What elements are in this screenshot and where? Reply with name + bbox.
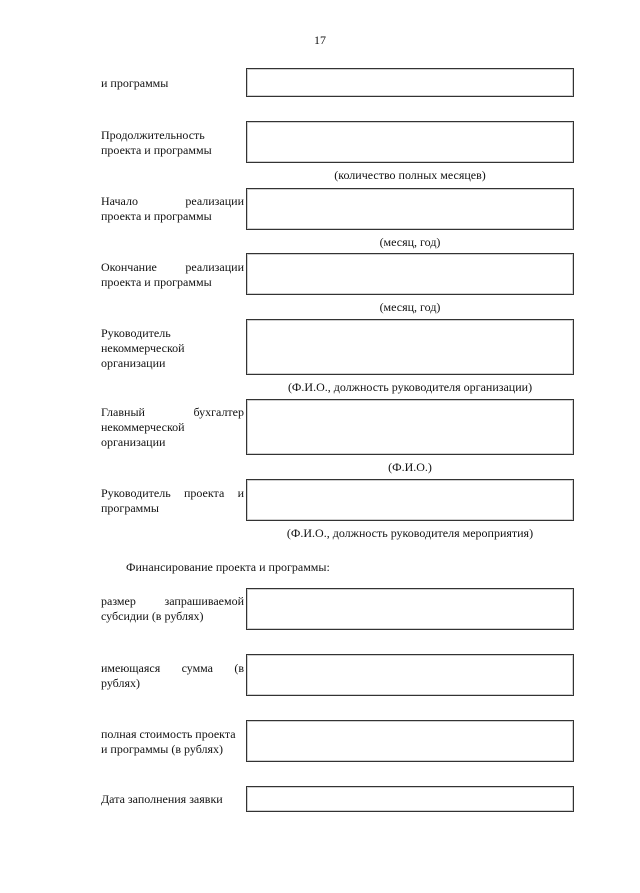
org-head-input-box[interactable] xyxy=(246,319,574,375)
field-label-end xyxy=(101,260,244,290)
start-date-input-box[interactable] xyxy=(246,188,574,230)
field-label-org-head xyxy=(101,326,244,371)
field-label-line: программы xyxy=(101,501,159,515)
field-label-duration xyxy=(101,128,244,158)
field-label-line: проекта и программы xyxy=(101,275,212,289)
duration-hint: (количество полных месяцев) xyxy=(334,168,486,182)
chief-accountant-input-box[interactable] xyxy=(246,399,574,455)
field-label-line: и программы (в рублях) xyxy=(101,742,223,756)
total-cost-input-box[interactable] xyxy=(246,720,574,762)
end-date-hint: (месяц, год) xyxy=(379,300,441,314)
field-label-line: Руководитель xyxy=(101,326,171,340)
field-label-line: Продолжительность xyxy=(101,128,205,142)
field-label-start xyxy=(101,194,244,224)
field-label-line: организации xyxy=(101,356,166,370)
field-label-line: Главный бухгалтер xyxy=(101,405,244,419)
end-date-input-box[interactable] xyxy=(246,253,574,295)
page-number: 17 xyxy=(314,33,326,47)
project-head-hint: (Ф.И.О., должность руководителя мероприятия) xyxy=(286,526,534,540)
field-label-line: Окончание реализации xyxy=(101,260,244,274)
field-label-line: и программы xyxy=(101,76,169,90)
project-head-input-box[interactable] xyxy=(246,479,574,521)
field-label-line: Начало реализации xyxy=(101,194,244,208)
field-label-line: организации xyxy=(101,435,166,449)
duration-input-box[interactable] xyxy=(246,121,574,163)
start-date-hint: (месяц, год) xyxy=(379,235,441,249)
field-label-line: проекта и программы xyxy=(101,143,212,157)
field-label-available-sum xyxy=(101,661,244,691)
financing-title: Финансирование проекта и программы: xyxy=(126,560,330,574)
field-label-line: субсидии (в рублях) xyxy=(101,609,204,623)
field-label-line: некоммерческой xyxy=(101,341,185,355)
chief-accountant-hint: (Ф.И.О.) xyxy=(388,460,432,474)
field-label-line: имеющаяся сумма (в xyxy=(101,661,244,675)
field-label-line: полная стоимость проекта xyxy=(101,727,236,741)
field-label-line: рублях) xyxy=(101,676,140,690)
field-label-line: размер запрашиваемой xyxy=(101,594,244,608)
field-label-total-cost xyxy=(101,727,244,757)
programs-input-box[interactable] xyxy=(246,68,574,97)
field-label-project-head xyxy=(101,486,244,516)
date-label: Дата заполнения заявки xyxy=(101,792,223,806)
requested-subsidy-input-box[interactable] xyxy=(246,588,574,630)
field-label-requested-subsidy xyxy=(101,594,244,624)
field-label-line: проекта и программы xyxy=(101,209,212,223)
field-label-chief-accountant xyxy=(101,405,244,450)
application-date-input-box[interactable] xyxy=(246,786,574,812)
field-label-line: некоммерческой xyxy=(101,420,185,434)
field-label-programs xyxy=(101,76,244,91)
org-head-hint: (Ф.И.О., должность руководителя организации) xyxy=(287,380,533,394)
field-label-line: Руководитель проекта и xyxy=(101,486,244,500)
available-sum-input-box[interactable] xyxy=(246,654,574,696)
